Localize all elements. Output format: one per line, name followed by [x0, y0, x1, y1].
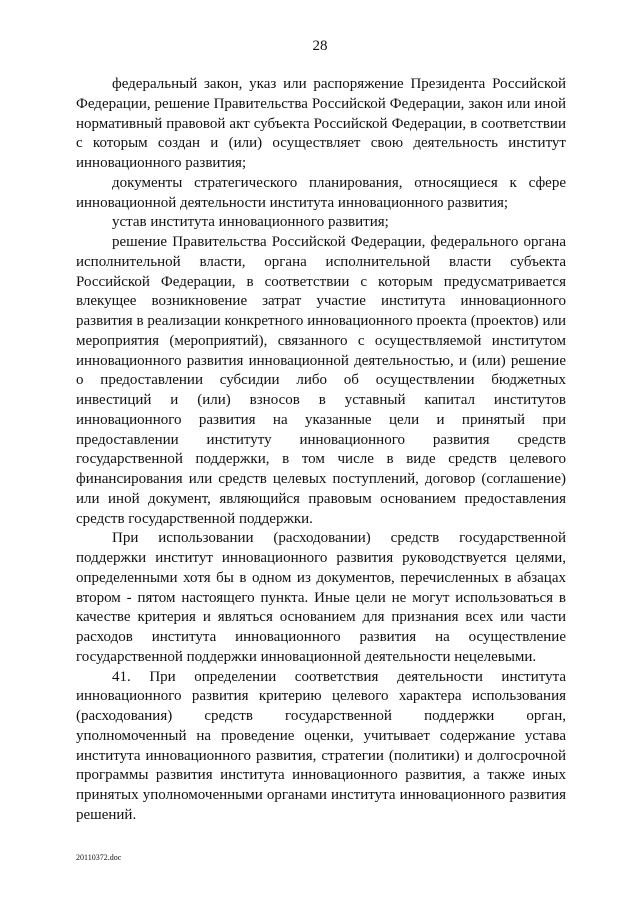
paragraph-government-decision: решение Правительства Российской Федерации, федерального органа исполнительной власти, органа исполнительной власти субъекта Российской Федерации, в соответствии с которым предусматривается влекущее возникновение затрат участие института инновационного развития в реализации конкретного инновационного проекта (проектов) или мероприятия (мероприятий), связанного с осуществляемой институтом инновационного развития инновационной деятельностью, и (или) решение о предоставлении субсидии либо об осуществлении бюджетных инвестиций и (или) взносов в уставный капитал институтов инновационного развития на указанные цели и принятый при предоставлении институту инновационного развития средств государственной поддержки, в том числе в виде средств целевого финансирования или средств целевых поступлений, договор (соглашение) или иной документ, являющийся правовым основанием предоставления средств государственной поддержки. [76, 234, 566, 527]
page-number: 28 [312, 38, 328, 54]
paragraph-charter: устав института инновационного развития; [112, 214, 389, 231]
paragraph-strategic-documents: документы стратегического планирования, относящиеся к сфере инновационной деятельности института инновационного развития; [76, 174, 566, 211]
paragraph-federal-law: федеральный закон, указ или распоряжение Президента Российской Федерации, решение Правительства Российской Федерации, закон или иной нормативный правовой акт субъекта Российской Федерации, в соответствии с которым создан и (или) осуществляет свою деятельность институт инновационного развития; [76, 76, 566, 171]
paragraph-item-41: 41. При определении соответствия деятельности института инновационного развития критерию целевого характера использования (расходования) средств государственной поддержки орган, уполномоченный на проведение оценки, учитывает содержание устава института инновационного развития, стратегии (политики) и долгосрочной программы развития института инновационного развития, а также иных принятых уполномоченными органами института инновационного развития решений. [76, 668, 566, 823]
paragraph-use-of-funds: При использовании (расходовании) средств государственной поддержки институт инновационного развития руководствуется целями, определенными хотя бы в одном из документов, перечисленных в абзацах втором - пятом настоящего пункта. Иные цели не могут использоваться в качестве критерия и являться основанием для признания всех или части расходов института инновационного развития на осуществление государственной поддержки инновационной деятельности нецелевыми. [76, 530, 566, 665]
document-body [76, 75, 566, 826]
footer-filename: 20110372.doc [76, 853, 122, 862]
